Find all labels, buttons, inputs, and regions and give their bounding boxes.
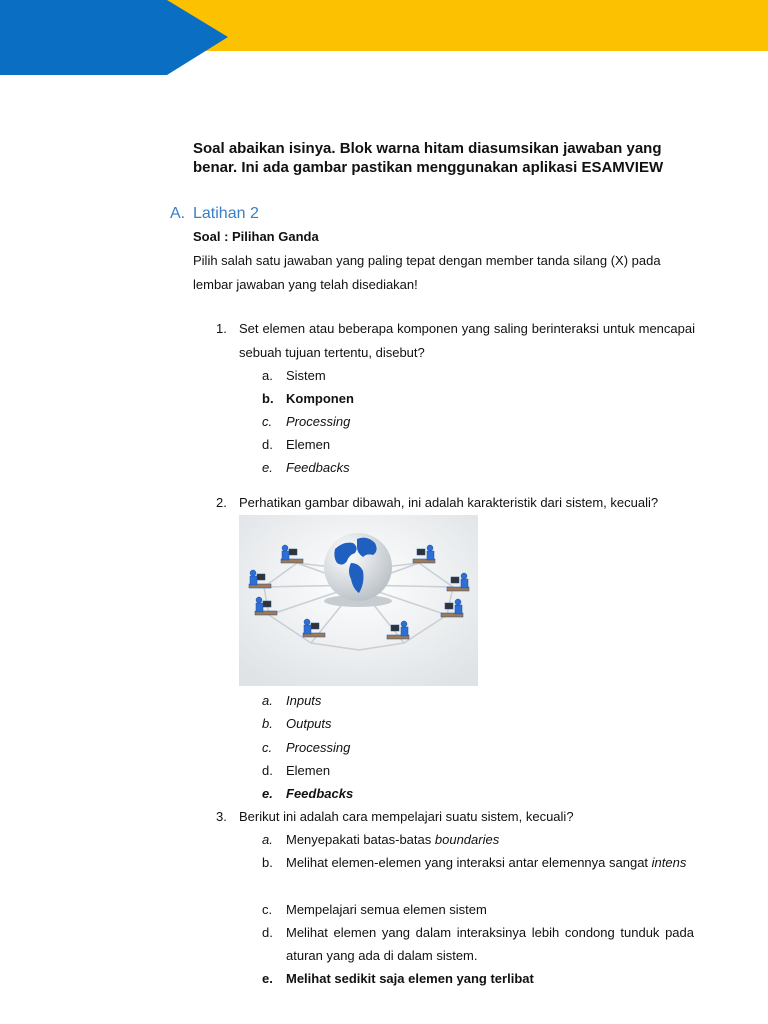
question-number: 2. [216,495,227,510]
option-text-italic: boundaries [434,832,500,847]
option-text: Processing [286,414,351,429]
option-2e [262,782,694,805]
header-banner [0,0,768,75]
question-text: Set elemen atau beberapa komponen yang saling berinteraksi untuk mencapai sebuah tujuan tertentu, disebut? [239,321,695,360]
option-text: Menyepakati batas-batas [286,832,432,847]
option-letter: b. [262,855,273,870]
option-text: Melihat elemen-elemen yang interaksi antar elemennya sangat [286,855,649,870]
option-text: Melihat sedikit saja elemen yang terlibat [286,971,534,986]
option-2a [262,689,694,712]
question-text: Berikut ini adalah cara mempelajari suatu sistem, kecuali? [239,809,574,824]
option-2c [262,736,694,759]
option-1e [262,456,694,479]
option-letter: a. [262,832,273,847]
option-1b [262,387,694,410]
option-letter: c. [262,740,273,755]
section-heading [170,205,259,223]
question-text: Perhatikan gambar dibawah, ini adalah karakteristik dari sistem, kecuali? [239,495,659,510]
instruction-text: Pilih salah satu jawaban yang paling tepat dengan member tanda silang (X) pada lembar jawaban yang telah disediakan! [193,253,661,292]
option-text: Processing [286,740,351,755]
option-letter: b. [262,391,274,406]
option-letter: d. [262,925,273,940]
option-text: Elemen [286,437,331,452]
option-2b [262,712,694,735]
option-3a [262,828,694,851]
option-text: Mempelajari semua elemen sistem [286,902,487,917]
option-letter: c. [262,414,273,429]
option-letter: a. [262,693,273,708]
option-letter: e. [262,786,273,801]
page-title: Soal abaikan isinya. Blok warna hitam diasumsikan jawaban yang benar. Ini ada gambar pastikan menggunakan aplikasi ESAMVIEW [193,140,664,176]
option-1d [262,433,694,456]
option-1c [262,410,694,433]
option-text-italic: intens [651,855,687,870]
option-text: Outputs [286,716,332,731]
option-text: Komponen [286,391,354,406]
option-letter: d. [262,437,273,452]
option-3d [262,921,694,967]
option-letter: a. [262,368,273,383]
option-letter: e. [262,460,273,475]
option-letter: d. [262,763,273,778]
option-text: Elemen [286,763,331,778]
question-1 [216,317,695,364]
question-number: 3. [216,809,227,824]
option-3b [262,851,694,874]
option-letter: b. [262,716,273,731]
option-3e [262,967,694,990]
option-letter: c. [262,902,273,917]
option-3c [262,898,694,921]
question-3 [216,805,695,829]
section-title: Latihan 2 [193,205,259,222]
option-1a [262,364,694,387]
option-text: Feedbacks [286,786,354,801]
option-text: Sistem [286,368,326,383]
question-number: 1. [216,321,227,336]
option-text: Inputs [286,693,322,708]
option-text: Melihat elemen yang dalam interaksinya lebih condong tunduk pada aturan yang ada di dalam sistem. [286,925,694,963]
question-type-label: Soal : Pilihan Ganda [193,229,319,244]
option-letter: e. [262,971,273,986]
question-2 [216,491,695,515]
section-letter: A. [170,205,186,222]
option-text: Feedbacks [286,460,350,475]
network-globe-image [239,515,478,686]
option-2d [262,759,694,782]
